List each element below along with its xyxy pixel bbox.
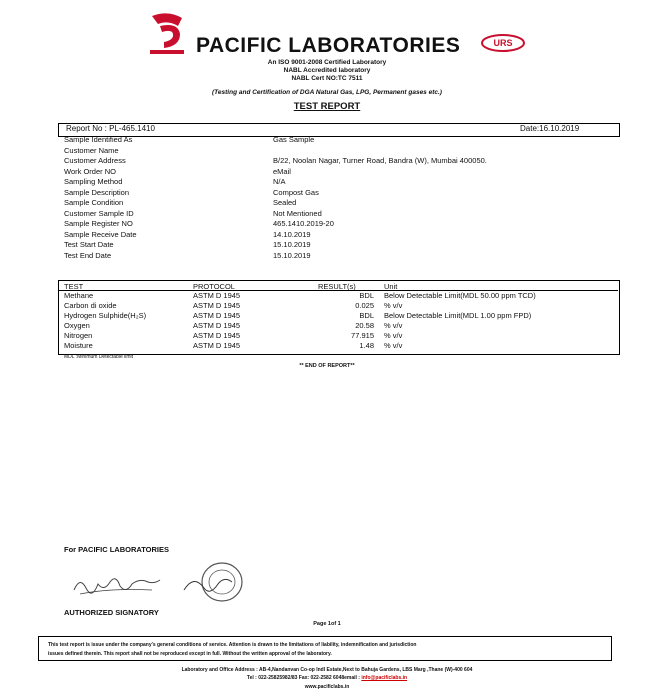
- urs-badge-text: URS: [493, 38, 513, 48]
- sample-info-value: Gas Sample: [273, 135, 315, 144]
- result-test-name: Nitrogen: [64, 331, 93, 340]
- result-test-name: Oxygen: [64, 321, 90, 330]
- sample-info-value: eMail: [273, 166, 291, 176]
- page-number: Page 1of 1: [313, 621, 341, 627]
- results-header-test: TEST: [64, 282, 84, 291]
- result-test-name: Moisture: [64, 341, 93, 350]
- terms-box: [38, 636, 612, 661]
- result-unit: Below Detectable Limit(MDL 50.00 ppm TCD): [384, 291, 536, 300]
- result-unit: % v/v: [384, 321, 403, 330]
- iso-certification-line: An ISO 9001-2008 Certified Laboratory: [267, 59, 387, 66]
- results-header-protocol: PROTOCOL: [193, 282, 235, 291]
- end-of-report: ** END OF REPORT**: [299, 363, 355, 369]
- sample-info-label: Customer Name: [64, 145, 119, 155]
- for-company-label: For PACIFIC LABORATORIES: [64, 545, 169, 554]
- company-name: PACIFIC LABORATORIES: [196, 34, 461, 57]
- sample-info-label: Sample Identified As: [64, 135, 133, 144]
- sample-info-label: Test End Date: [64, 250, 112, 260]
- report-date: Date:16.10.2019: [520, 124, 580, 133]
- terms-line-2: issues defined therein. This report shall not be reproduced except in full. Without the written approval of the laboratory.: [48, 651, 332, 657]
- result-unit: % v/v: [384, 341, 403, 350]
- mdl-note: MDL :Minimum Detectable limit: [64, 354, 133, 360]
- company-stamp-icon: [182, 560, 246, 604]
- nabl-accreditation-line: NABL Accredited laboratory: [283, 67, 371, 74]
- contact-line: [0, 676, 654, 681]
- sample-info-label: Customer Address: [64, 156, 126, 165]
- report-title: TEST REPORT: [293, 101, 361, 112]
- result-protocol: ASTM D 1945: [193, 311, 241, 320]
- result-protocol: ASTM D 1945: [193, 291, 241, 300]
- sample-info-value: 465.1410.2019-20: [273, 219, 334, 228]
- website-link[interactable]: www.pacificlabs.in: [304, 684, 350, 690]
- authorized-signatory-label: AUTHORIZED SIGNATORY: [64, 608, 159, 617]
- sample-info-value: B/22, Noolan Nagar, Turner Road, Bandra (W), Mumbai 400050.: [273, 156, 487, 165]
- result-unit: % v/v: [384, 331, 403, 340]
- sample-info-label: Sampling Method: [64, 177, 123, 186]
- results-header-unit: Unit: [384, 282, 398, 291]
- terms-line-1: This test report is issue under the company's general conditions of service. Attention is drawn to the limitations of liability, indemnification and jurisdiction: [48, 642, 417, 648]
- result-unit: Below Detectable Limit(MDL 1.00 ppm FPD): [384, 311, 532, 320]
- sample-info-value: N/A: [273, 177, 286, 186]
- sample-info-label: Sample Description: [64, 187, 130, 197]
- result-protocol: ASTM D 1945: [193, 301, 241, 310]
- result-value: 0.025: [355, 301, 374, 310]
- result-protocol: ASTM D 1945: [193, 321, 241, 330]
- sample-info-label: Sample Condition: [64, 198, 124, 207]
- sample-info-label: Work Order NO: [64, 166, 116, 176]
- result-value: 77.915: [351, 331, 374, 340]
- sample-info-label: Sample Register NO: [64, 219, 133, 228]
- result-protocol: ASTM D 1945: [193, 331, 241, 340]
- testing-scope-line: (Testing and Certification of DGA Natural Gas, LPG, Permanent gases etc.): [212, 89, 442, 96]
- urs-badge-icon: [480, 33, 526, 53]
- report-number: Report No : PL-465.1410: [66, 124, 155, 133]
- sample-info-value: 15.10.2019: [273, 250, 311, 260]
- result-value: 20.58: [355, 321, 374, 330]
- email-link[interactable]: info@pacificlabs.in: [361, 675, 408, 681]
- result-value: BDL: [359, 311, 374, 320]
- result-test-name: Methane: [64, 291, 94, 300]
- result-value: BDL: [359, 291, 374, 300]
- sample-info-value: Compost Gas: [273, 187, 319, 197]
- sample-info-value: Not Mentioned: [273, 208, 322, 218]
- nabl-cert-number: NABL Cert NO:TC 7511: [291, 75, 363, 82]
- result-protocol: ASTM D 1945: [193, 341, 241, 350]
- result-test-name: Hydrogen Sulphide(H₂S): [64, 311, 147, 320]
- pacific-logo-icon: [148, 12, 188, 58]
- handwritten-signature-icon: [70, 570, 165, 598]
- result-unit: % v/v: [384, 301, 403, 310]
- result-value: 1.48: [359, 341, 374, 350]
- result-test-name: Carbon di oxide: [64, 301, 117, 310]
- lab-address: Laboratory and Office Address : AB-4,Nandanvan Co-op Indl Estate,Next to Bahuja Gardens, LBS Marg ,Thane (W)-400 604: [181, 667, 473, 673]
- sample-info-value: Sealed: [273, 198, 297, 207]
- sample-info-label: Sample Receive Date: [64, 229, 137, 239]
- sample-info-value: 14.10.2019: [273, 229, 311, 239]
- results-header-result: RESULT(s): [318, 282, 356, 291]
- sample-info-label: Test Start Date: [64, 240, 114, 249]
- sample-info-label: Customer Sample ID: [64, 208, 134, 218]
- tel-fax: Tel : 022-25825982/83 Fax: 022-2582 6048email :: [246, 675, 362, 681]
- sample-info-value: 15.10.2019: [273, 240, 311, 249]
